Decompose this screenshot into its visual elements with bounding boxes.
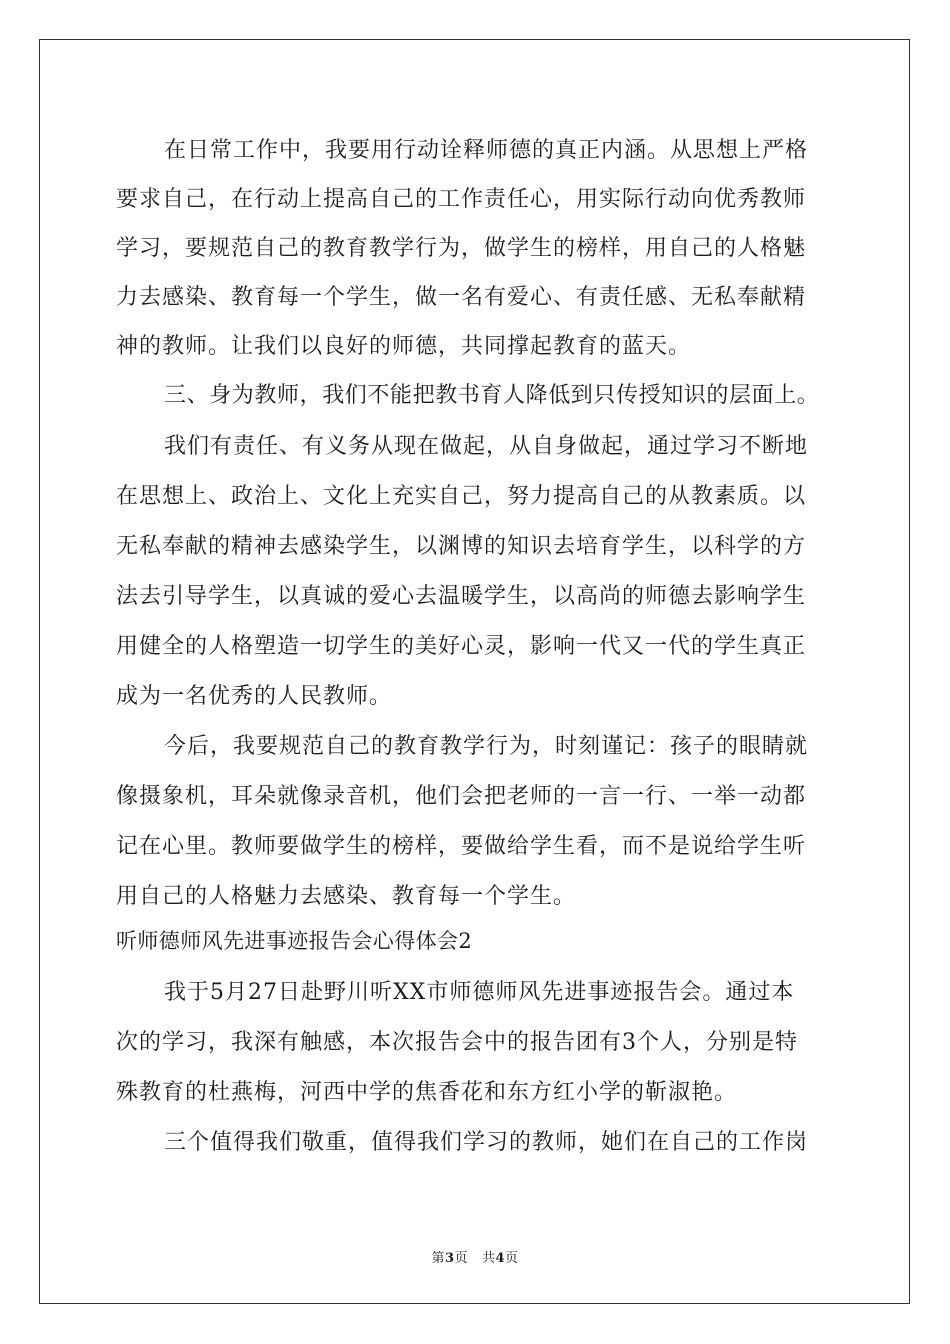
text-line: 成为一名优秀的人民教师。 — [116, 684, 393, 709]
footer-page-number: 3 — [444, 1251, 455, 1266]
text-line: 神的教师。让我们以良好的师德，共同撑起教育的蓝天。 — [116, 334, 692, 359]
text-line: 学习，要规范自己的教育教学行为，做学生的榜样，用自己的人格魅 — [116, 236, 807, 261]
text-line: 殊教育的杜燕梅，河西中学的焦香花和东方红小学的靳淑艳。 — [116, 1080, 738, 1105]
text-line: 用健全的人格塑造一切学生的美好心灵，影响一代又一代的学生真正 — [116, 634, 807, 659]
page-border — [39, 39, 910, 1304]
text-line: 无私奉献的精神去感染学生，以渊博的知识去培育学生，以科学的方 — [116, 534, 807, 559]
text-line: 像摄象机，耳朵就像录音机，他们会把老师的一言一行、一举一动都 — [116, 784, 807, 809]
footer-page-suffix: 页 — [454, 1251, 469, 1266]
footer-total-prefix: 共 — [481, 1251, 496, 1266]
text-line: 力去感染、教育每一个学生，做一名有爱心、有责任感、无私奉献精 — [116, 285, 807, 310]
text-line: 三、身为教师，我们不能把教书育人降低到只传授知识的层面上。 — [164, 383, 820, 408]
text-line: 三个值得我们敬重，值得我们学习的教师，她们在自己的工作岗 — [164, 1130, 809, 1155]
text-line: 在思想上、政治上、文化上充实自己，努力提高自己的从教素质。以 — [116, 484, 807, 509]
text-line: 用自己的人格魅力去感染、教育每一个学生。 — [116, 884, 577, 909]
footer-page-prefix: 第 — [431, 1251, 445, 1266]
text-line: 我于5月27日赴野川听XX市师德师风先进事迹报告会。通过本 — [164, 980, 795, 1005]
text-line: 要求自己，在行动上提高自己的工作责任心，用实际行动向优秀教师 — [116, 187, 807, 212]
text-line: 次的学习，我深有触感，本次报告会中的报告团有3个人，分别是特 — [116, 1030, 798, 1055]
footer-total-pages: 4 — [495, 1251, 506, 1266]
text-line: 今后，我要规范自己的教育教学行为，时刻谨记：孩子的眼睛就 — [164, 734, 809, 759]
text-line: 我们有责任、有义务从现在做起，从自身做起，通过学习不断地 — [164, 434, 809, 459]
footer-total-suffix: 页 — [505, 1251, 519, 1266]
text-line: 在日常工作中，我要用行动诠释师德的真正内涵。从思想上严格 — [164, 138, 809, 163]
text-line: 法去引导学生，以真诚的爱心去温暖学生，以高尚的师德去影响学生 — [116, 584, 807, 609]
text-line: 记在心里。教师要做学生的榜样，要做给学生看，而不是说给学生听 — [116, 834, 807, 859]
page-footer — [0, 1247, 950, 1266]
section-heading: 听师德师风先进事迹报告会心得体会2 — [116, 929, 473, 953]
